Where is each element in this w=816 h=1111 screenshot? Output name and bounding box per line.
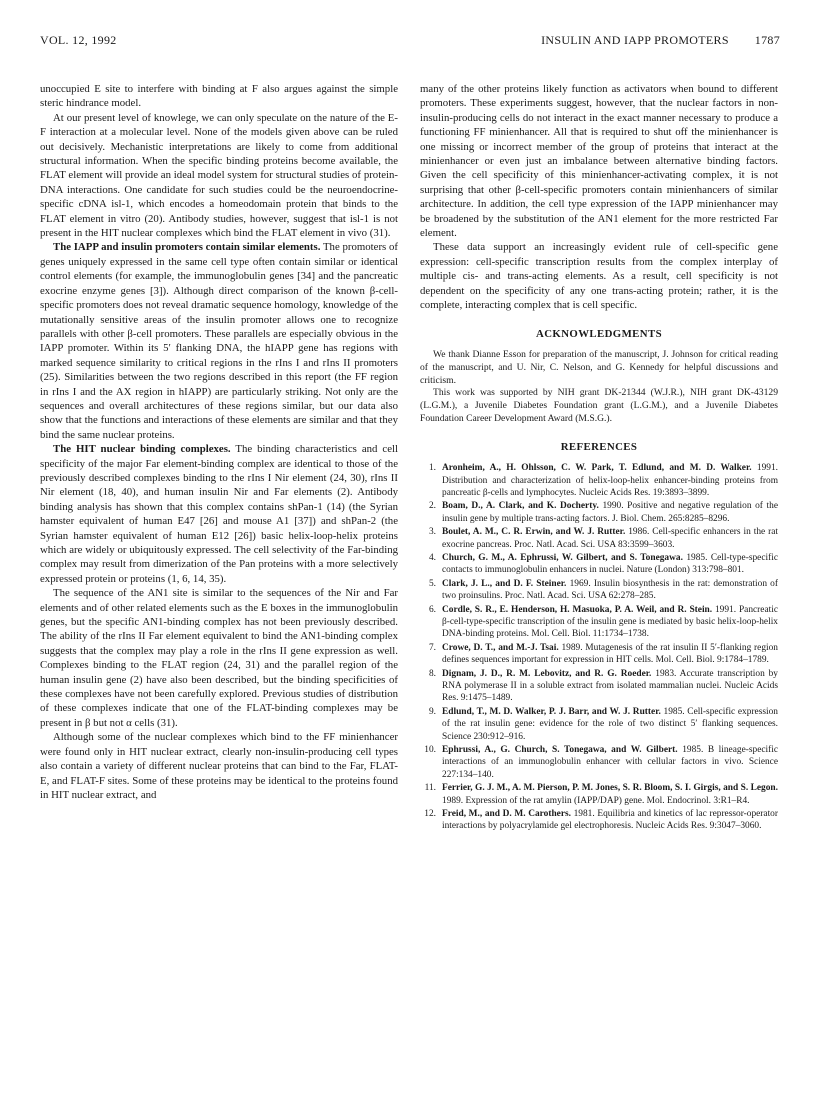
reference-item [420,552,778,577]
reference-authors: Dignam, J. D., R. M. Lebovitz, and R. G. Roeder. [442,668,652,679]
reference-list [420,462,778,833]
reference-number: 12. [424,809,436,820]
reference-citation: 1969. Insulin biosynthesis in the rat: demonstration of two proinsulins. Proc. Natl. Acad. Sci. USA 62:278–285. [442,578,778,602]
reference-number: 4. [428,552,436,563]
reference-item [420,782,778,807]
paragraph-iapp-insulin [40,240,398,442]
reference-citation: 1989. Mutagenesis of the rat insulin II 5′-flanking region defines sequences important for expression in HIT cells. Mol. Cell. Biol. 9:1784–1789. [442,642,778,666]
paragraph: unoccupied E site to interfere with binding at F also argues against the simple steric hindrance model. [40,83,398,110]
reference-number: 1. [428,463,436,474]
running-head [40,33,780,51]
reference-item [420,744,778,781]
reference-citation: 1986. Cell-specific enhancers in the rat exocrine pancreas. Proc. Natl. Acad. Sci. USA 83:3599–3603. [442,527,778,550]
acknowledgments-heading: ACKNOWLEDGMENTS [536,327,662,340]
reference-citation: 1981. Equilibria and kinetics of lac repressor-operator interactions by polyacrylamide gel electrophoresis. Nucleic Acids Res. 9:3047–3060. [442,809,778,832]
paragraph-hit-complexes [40,442,398,586]
reference-item [420,642,778,667]
reference-number: 3. [428,527,436,538]
reference-authors: Church, G. M., A. Ephrussi, W. Gilbert, and S. Tonegawa. [442,552,683,563]
reference-number: 7. [428,642,436,653]
ack-paragraph: This work was supported by NIH grant DK-21344 (W.J.R.), NIH grant DK-43129 (L.G.M.), a Juvenile Diabetes Foundation grant (L.G.M.), and a Juvenile Diabetes Foundation Career Development Award (M.S.G.). [420,387,778,424]
reference-item [420,808,778,833]
reference-item [420,500,778,525]
running-title: INSULIN AND IAPP PROMOTERS [541,33,729,47]
reference-authors: Crowe, D. T., and M.-J. Tsai. [442,642,559,653]
reference-item [420,526,778,551]
reference-authors: Boulet, A. M., C. R. Erwin, and W. J. Rutter. [442,527,626,538]
references-heading: REFERENCES [560,440,638,453]
page-number: 1787 [754,33,780,47]
right-column [420,82,778,834]
reference-number: 2. [428,501,436,512]
paragraph: These data support an increasingly evident rule of cell-specific gene expression: cell-specific transcription results from the complex interplay of multiple cis- and trans-acting elements. As a result, cell specificity is not dependent on the specificity of any one trans-acting protein; rather, it is the complete, interacting complex that is cell specific. [420,241,778,312]
reference-authors: Cordle, S. R., E. Henderson, H. Masuoka, P. A. Weil, and R. Stein. [442,604,713,615]
reference-citation: 1989. Expression of the rat amylin (IAPP/DAP) gene. Mol. Endocrinol. 3:R1–R4. [442,795,750,806]
reference-authors: Aronheim, A., H. Ohlsson, C. W. Park, T. Edlund, and M. D. Walker. [442,463,752,474]
reference-authors: Boam, D., A. Clark, and K. Docherty. [442,501,599,512]
left-column [40,82,398,802]
reference-authors: Ephrussi, A., G. Church, S. Tonegawa, and W. Gilbert. [442,745,678,756]
reference-number: 6. [428,604,436,615]
reference-authors: Ferrier, G. J. M., A. M. Pierson, P. M. Jones, S. R. Bloom, S. I. Girgis, and S. Legon. [442,783,778,794]
reference-number: 8. [428,668,436,679]
paragraph: The sequence of the AN1 site is similar to the sequences of the Nir and Far elements and of other related elements such as the E boxes in the immunoglobulin genes, but the specific AN1-binding complex has not been previously described. The ability of the rIns II Far element equivalent to bind the AN1-binding complex suggests that the complex may play a role in the rIns II gene expression as well. Complexes binding to the FLAT region (24, 31) and the parallel region of the human insulin gene (2) have also been described, but the binding specificities of these complexes have not been carefully explored. Previous studies of distribution of these complexes indicate that one of the FLAT-binding complexes may be present in β but not α cells (31). [40,587,398,729]
section-runin-heading: The HIT nuclear binding complexes. [53,443,231,456]
paragraph: many of the other proteins likely function as activators when bound to different promoters. These experiments suggest, however, that the nuclear factors in non-insulin-producing cells do not interact in the exact manner necessary to produce a functioning FF minienhancer. All that is required to shut off the minienhancer is one missing or incorrect member of the group of proteins that interact at the minienhancer or even just an imbalance between alternative binding factors. Given the cell specificity of this minienhancer-activating complex, it is not surprising that other β-cell-specific promoters contain minienhancers of similar architecture. In addition, the cell type expression of the IAPP minienhancer may be broadened by the substitution of the AN1 element for the more restricted Far element. [420,83,778,240]
reference-citation: 1983. Accurate transcription by RNA polymerase II in a soluble extract from isolated mammalian nuclei. Nucleic Acids Res. 9:1475–1489. [442,668,778,704]
reference-citation: 1985. Cell-specific expression of the rat insulin gene: evidence for the role of two distinct 5′ flanking sequences. Science 230:912–916. [442,706,778,742]
paragraph: At our present level of knowlege, we can only speculate on the nature of the E-F interaction at a molecular level. None of the models given above can be ruled out decisively. Mechanistic interpretations are likely to come from additional structural information. When the specific binding proteins become available, the FLAT element will provide an ideal model system for structural studies of protein-DNA interactions. One candidate for such studies could be the neuroendocrine-specific cDNA isl-1, which encodes a homeodomain protein that binds to the FLAT element in vitro (20). Antibody studies, however, suggest that isl-1 is not present in the HIT nuclear complexes which bind the FLAT element in vivo (31). [40,111,398,240]
reference-citation: 1991. Pancreatic β-cell-type-specific transcription of the insulin gene is mediated by basic helix-loop-helix DNA-binding proteins. Mol. Cell. Biol. 11:1734–1738. [442,604,778,640]
reference-item [420,706,778,743]
reference-number: 10. [424,745,436,756]
reference-item [420,578,778,603]
reference-number: 11. [424,783,436,794]
reference-item [420,668,778,705]
acknowledgments [420,349,778,426]
reference-number: 9. [428,706,436,717]
reference-citation: 1985. Cell-type-specific contacts to immunoglobulin enhancers in nuclei. Nature (London) 313:798–801. [442,552,778,576]
reference-number: 5. [428,578,436,589]
reference-citation: 1990. Positive and negative regulation of the insulin gene by multiple trans-acting factors. J. Biol. Chem. 265:8285–8296. [442,501,778,524]
paragraph-body: The binding characteristics and cell specificity of the major Far element-binding complex are identical to those of the previously described complexes binding to the rIns I Nir element (24, 30), rIns II Nir element (18, 40), and human insulin Nir and Far elements (2). Antibody binding analysis has shown that this complex contains shPan-1 (14) (the Syrian hamster equivalent of human E47 [26] and mouse A1 [37]) and shPan-2 (the Syrian hamster equivalent of human E12 [26]) basic helix-loop-helix proteins which are widely or ubiquitously expressed. The cell selectivity of the Far-binding complex may result from dimerization of the Pan proteins with a more selectively expressed protein or proteins (1, 6, 14, 35). [40,443,398,585]
reference-item [420,604,778,641]
running-title-block [541,33,780,48]
reference-citation: 1985. B lineage-specific interactions of an immunoglobulin enhancer with cellular factors in vivo. Science 227:134–140. [442,745,779,780]
ack-paragraph: We thank Dianne Esson for preparation of the manuscript, J. Johnson for critical reading of the manuscript, and U. Nir, C. Nelson, and G. Kennedy for helpful discussions and criticism. [420,348,778,386]
reference-citation: 1991. Distribution and characterization of helix-loop-helix enhancer-binding proteins from pancreatic β-cells and lymphocytes. Nucleic Acids Res. 19:3893–3899. [442,463,779,498]
reference-authors: Freid, M., and D. M. Carothers. [442,809,571,820]
reference-authors: Edlund, T., M. D. Walker, P. J. Barr, and W. J. Rutter. [442,706,661,717]
paragraph: Although some of the nuclear complexes which bind to the FF minienhancer were found only in HIT nuclear extract, clearly non-insulin-producing cell types also contain a variety of different nuclear proteins that can bind to the Far, FLAT-E, and FLAT-F sites. Some of these proteins may be identical to the proteins found in HIT nuclear extract, and [40,731,398,801]
section-runin-heading: The IAPP and insulin promoters contain similar elements. [53,241,321,254]
reference-item [420,462,778,499]
paragraph-body: The promoters of genes uniquely expressed in the same cell type often contain similar or identical control elements (for example, the immunoglobulin genes [34] and the pancreatic exocrine enzyme genes [3]). Although direct comparison of the known β-cell-specific promoters does not reveal dramatic sequence homology, knowledge of the mutationally sensitive areas of the insulin promoter allows one to recognize parallels with other β-cell promoters. These parallels are especially obvious in the IAPP promoter. Within its 5′ flanking DNA, the hIAPP gene has regions with marked sequence similarity to critical regions in the rIns I and rIns II promoters (25). Similarities between the two regions described in this report (the FF region in rIns I and the AX region in hIAPP) are particularly striking. Not only are the sequences and overall architectures of these regions similar, but our data also show that the functions and interactions of these elements are similar and that they bind the same nuclear proteins. [40,241,398,441]
reference-authors: Clark, J. L., and D. F. Steiner. [442,578,567,589]
volume-label: VOL. 12, 1992 [40,33,117,47]
